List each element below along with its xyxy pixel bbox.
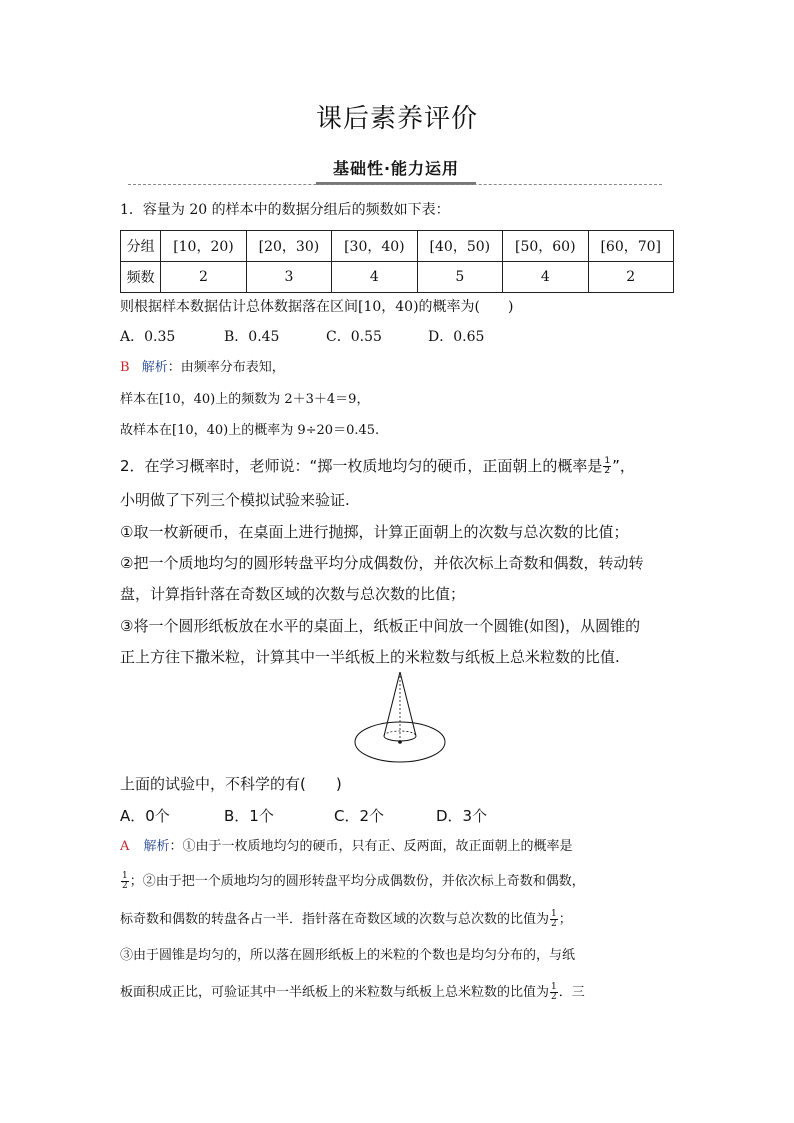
table-cell: 3 bbox=[246, 262, 331, 293]
analysis-text: ．三 bbox=[558, 985, 585, 1000]
q1-stem: 1．容量为 20 的样本中的数据分组后的频数如下表： bbox=[120, 202, 450, 218]
fraction bbox=[550, 910, 558, 929]
section-divider bbox=[128, 184, 662, 185]
table-cell: [40，50) bbox=[417, 231, 502, 262]
q1-analysis bbox=[120, 358, 285, 378]
analysis-text: ； bbox=[558, 912, 572, 927]
cone-figure bbox=[350, 668, 450, 766]
frac-den: 2 bbox=[551, 919, 557, 929]
analysis-text: 标奇数和偶数的转盘各占一半．指针落在奇数区域的次数与总次数的比值为 bbox=[120, 912, 550, 927]
table-cell: [10，20) bbox=[161, 231, 246, 262]
q2-options bbox=[120, 806, 487, 826]
option-a: A．0.35 bbox=[120, 329, 176, 345]
option-c: C．2个 bbox=[334, 807, 385, 825]
analysis-text: ：①由于一枚质地均匀的硬币，只有正、反两面，故正面朝上的概率是 bbox=[169, 839, 573, 854]
table-cell: 4 bbox=[503, 262, 588, 293]
analysis-label: 解析 bbox=[141, 360, 168, 375]
frac-num: 1 bbox=[604, 456, 611, 466]
analysis-line bbox=[120, 872, 585, 892]
q2-line: 小明做了下列三个模拟试验来验证. bbox=[120, 491, 350, 509]
analysis-line bbox=[120, 983, 585, 1003]
frequency-table bbox=[120, 230, 674, 293]
q2-stem bbox=[120, 456, 635, 476]
q2-line: ②把一个质地均匀的圆形转盘平均分成偶数份，并依次标上奇数和偶数，转动转 bbox=[120, 554, 644, 572]
table-cell: 2 bbox=[161, 262, 246, 293]
table-cell: 2 bbox=[588, 262, 673, 293]
analysis-text: 样本在[10，40)上的频数为 2＋3＋4＝9， bbox=[120, 392, 370, 407]
table-cell: [60，70] bbox=[588, 231, 673, 262]
q2-question: 上面的试验中，不科学的有( ) bbox=[120, 775, 342, 793]
option-d: D．3个 bbox=[436, 807, 488, 825]
q2-stem-end: ”， bbox=[612, 457, 635, 475]
frac-num: 1 bbox=[551, 982, 557, 992]
analysis-text: 板面积成正比，可验证其中一半纸板上的米粒数与纸板上总米粒数的比值为 bbox=[120, 985, 550, 1000]
analysis-line bbox=[120, 910, 572, 930]
q2-stem-text: 2．在学习概率时，老师说：“掷一枚质地均匀的硬币，正面朝上的概率是 bbox=[120, 457, 603, 475]
table-cell: [20，30) bbox=[246, 231, 331, 262]
q1-question: 则根据样本数据估计总体数据落在区间[10，40)的概率为( ) bbox=[120, 299, 514, 315]
analysis-label: 解析 bbox=[143, 839, 170, 854]
analysis-line: ③由于圆锥是均匀的，所以落在圆形纸板上的米粒的个数也是均匀分布的，与纸 bbox=[120, 948, 576, 963]
section-header bbox=[128, 156, 662, 188]
q2-line: ③将一个圆形纸板放在水平的桌面上，纸板正中间放一个圆锥(如图)，从圆锥的 bbox=[120, 617, 641, 635]
frac-den: 2 bbox=[122, 881, 128, 891]
analysis-text: ；②由于把一个质地均匀的圆形转盘平均分成偶数份，并依次标上奇数和偶数， bbox=[129, 874, 585, 889]
option-b: B．0.45 bbox=[224, 329, 280, 345]
cone-diagram bbox=[350, 668, 450, 766]
q2-line: ①取一枚新硬币，在桌面上进行抛掷，计算正面朝上的次数与总次数的比值； bbox=[120, 523, 629, 541]
option-a: A．0个 bbox=[120, 807, 170, 825]
frac-num: 1 bbox=[122, 871, 128, 881]
frac-den: 2 bbox=[604, 466, 611, 476]
table-cell: 5 bbox=[417, 262, 502, 293]
fraction bbox=[550, 983, 558, 1002]
option-b: B．1个 bbox=[224, 807, 274, 825]
table-row bbox=[121, 231, 674, 262]
fraction bbox=[603, 457, 611, 476]
row-label-group: 分组 bbox=[121, 231, 161, 262]
frac-den: 2 bbox=[551, 992, 557, 1002]
answer-label: B bbox=[120, 360, 130, 375]
q2-analysis bbox=[120, 837, 573, 857]
q1-options bbox=[120, 327, 484, 347]
table-cell: [50，60) bbox=[503, 231, 588, 262]
answer-label: A bbox=[120, 839, 130, 854]
table-row bbox=[121, 262, 674, 293]
row-label-frequency: 频数 bbox=[121, 262, 161, 293]
option-c: C．0.55 bbox=[326, 329, 382, 345]
table-cell: 4 bbox=[332, 262, 417, 293]
option-d: D．0.65 bbox=[428, 329, 485, 345]
section-header-label: 基础性·能力运用 bbox=[316, 156, 476, 182]
analysis-text: 故样本在[10，40)上的概率为 9÷20＝0.45. bbox=[120, 423, 380, 438]
table-cell: [30，40) bbox=[332, 231, 417, 262]
q2-line: 正上方往下撒米粒，计算其中一半纸板上的米粒数与纸板上总米粒数的比值. bbox=[120, 648, 620, 666]
frac-num: 1 bbox=[551, 909, 557, 919]
page-title: 课后素养评价 bbox=[315, 104, 478, 134]
q2-line: 盘，计算指针落在奇数区域的次数与总次数的比值； bbox=[120, 585, 466, 603]
fraction bbox=[121, 872, 129, 891]
analysis-text: ：由频率分布表知， bbox=[167, 360, 285, 375]
